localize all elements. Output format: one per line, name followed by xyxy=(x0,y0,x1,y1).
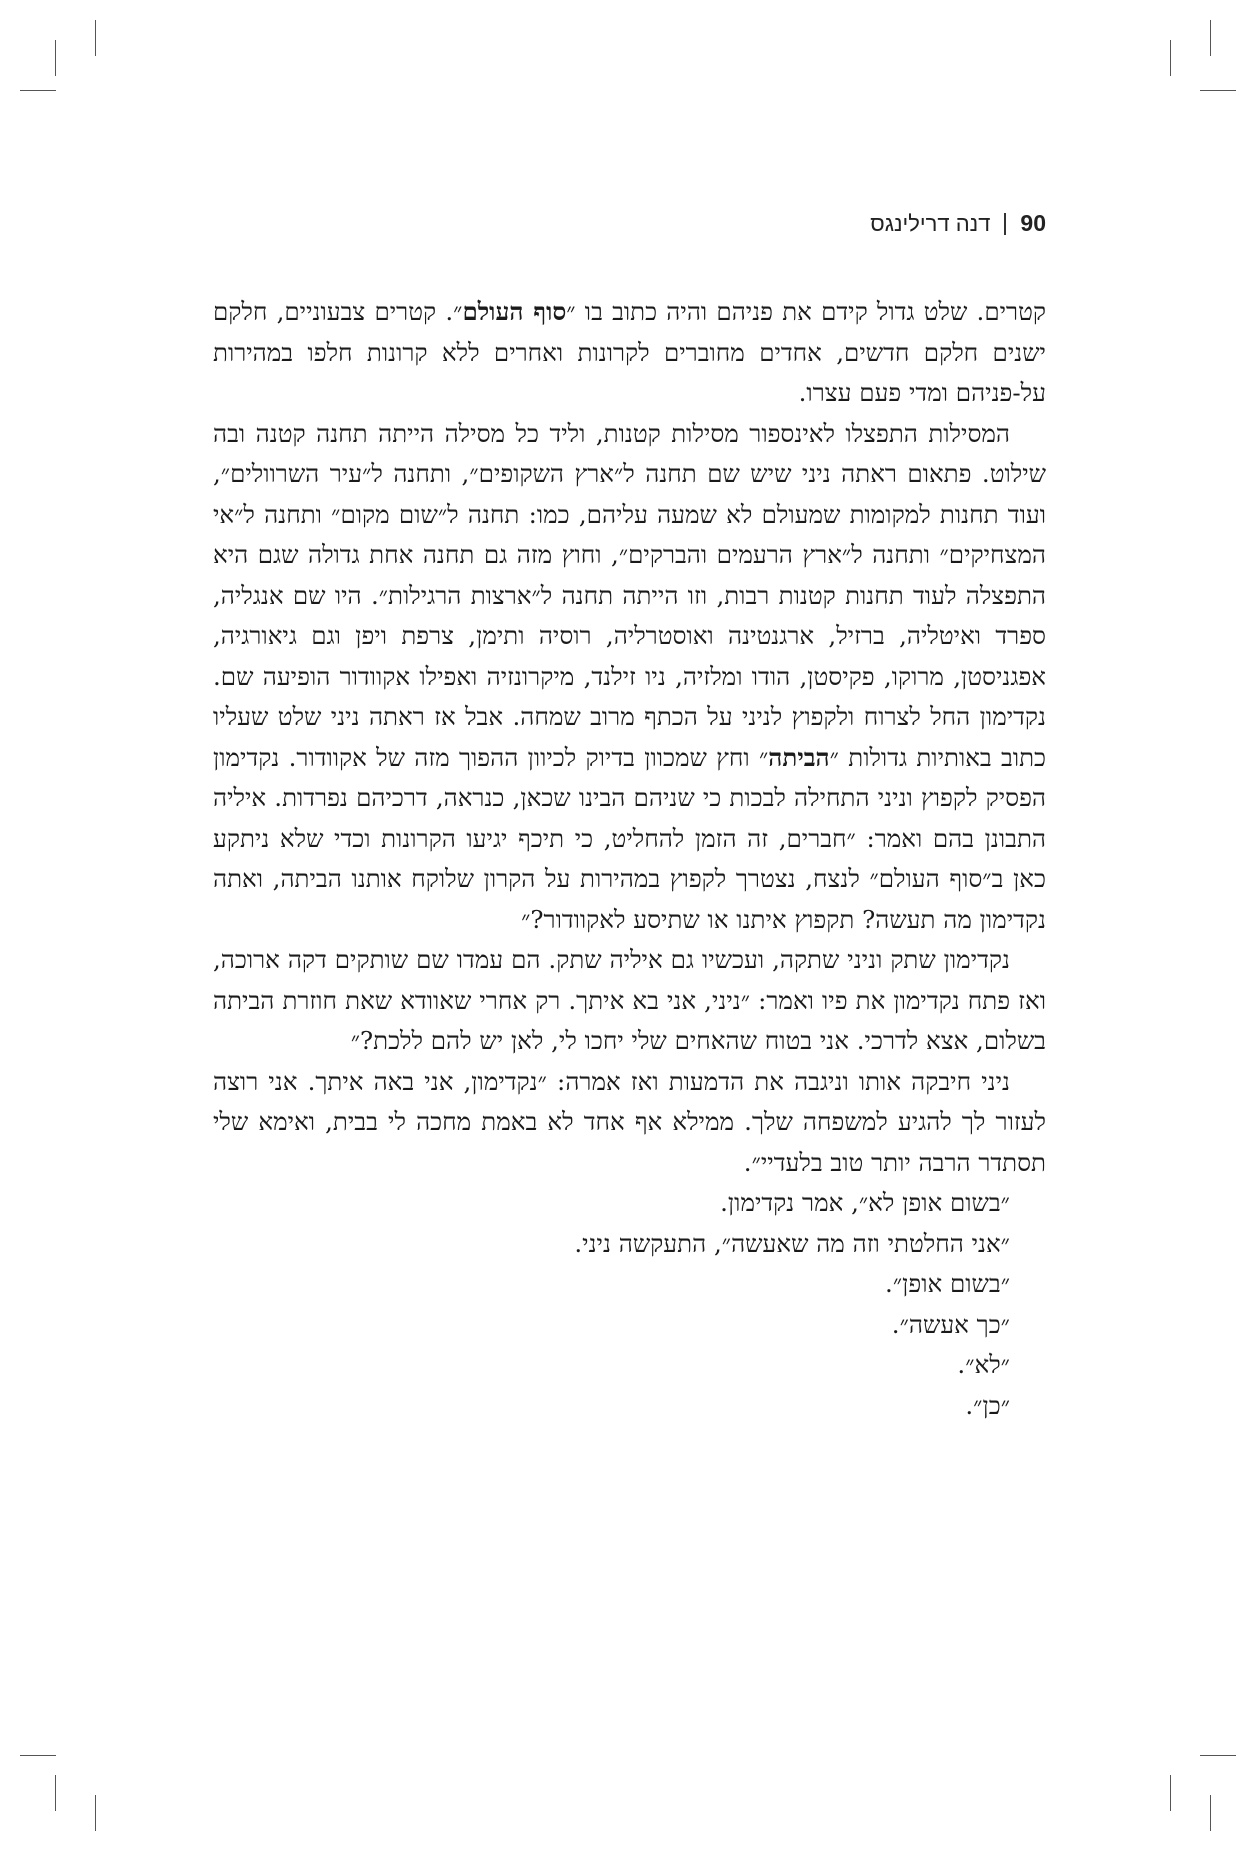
paragraph: ניני חיבקה אותו וניגבה את הדמעות ואז אמרה: ״נקדימון, אני באה איתך. אני רוצה לעזור לך להגיע למשפחה שלך. ממילא אף אחד לא באמת מחכה לי בבית, ואימא שלי תסתדר הרבה יותר טוב בלעדיי״. xyxy=(213,1066,1046,1177)
crop-mark xyxy=(55,40,56,76)
crop-mark xyxy=(20,90,56,91)
crop-mark xyxy=(95,1795,96,1831)
crop-mark xyxy=(1210,1795,1211,1831)
sign-text-home: הביתה xyxy=(768,742,830,772)
paragraph xyxy=(213,292,1046,414)
dialog-line: ״לא״. xyxy=(957,1350,1010,1379)
crop-mark xyxy=(1170,1775,1171,1811)
text-run: ״. קטרים צבעוניים, חלקם ישנים חלקם חדשים, אחדים מחוברים לקרונות ואחרים ללא קרונות חלפו במהירות על-פניהם ומדי פעם עצרו. xyxy=(213,297,1046,407)
crop-mark xyxy=(55,1775,56,1811)
author-name: דנה דרילינגס xyxy=(870,210,991,236)
text-run: קטרים. שלט גדול קידם את פניהם והיה כתוב בו ״ xyxy=(566,297,1046,326)
paragraph xyxy=(213,414,1046,941)
crop-mark xyxy=(1170,40,1171,76)
crop-mark xyxy=(20,1755,56,1756)
dialog-line: ״בשום אופן לא״, אמר נקדימון. xyxy=(720,1188,1010,1217)
crop-mark xyxy=(1210,20,1211,56)
dialog-line: ״כך אעשה״. xyxy=(891,1309,1010,1339)
text-run: ״ וחץ שמכוון בדיוק לכיוון ההפוך מזה של אקוודור. נקדימון הפסיק לקפוץ וניני התחילה לבכות כי שניהם הבינו שכאן, כנראה, דרכיהם נפרדות. איליה התבונן בהם ואמר: ״חברים, זה הזמן להחליט, כי תיכף יגיעו הקרונות וכדי שלא ניתקע כאן ב״סוף העולם״ לנצח, נצטרך לקפוץ במהירות על הקרון שלוקח אותנו הביתה, ואתה נקדימון מה תעשה? תקפוץ איתנו או שתיסע לאקוודור?״ xyxy=(213,742,1046,934)
dialog-line: ״אני החלטתי וזה מה שאעשה״, התעקשה ניני. xyxy=(574,1228,1010,1258)
sign-text-end-of-world: סוף העולם xyxy=(462,297,567,326)
crop-mark xyxy=(1200,1755,1236,1756)
paragraph: נקדימון שתק וניני שתקה, ועכשיו גם איליה שתק. הם עמדו שם שותקים דקה ארוכה, ואז פתח נקדימון את פיו ואמר: ״ניני, אני בא איתך. רק אחרי שאוודא שאת חוזרת הביתה בשלום, אצא לדרכי. אני בטוח שהאחים שלי יחכו לי, לאן יש להם ללכת?״ xyxy=(213,945,1046,1055)
body-text xyxy=(213,292,1046,1426)
text-run: המסילות התפצלו לאינספור מסילות קטנות, וליד כל מסילה הייתה תחנה קטנה ובה שילוט. פתאום ראתה ניני שיש שם תחנה ל״ארץ השקופים״, ותחנה ל״עיר השרוולים״, ועוד תחנות למקומות שמעולם לא שמעה עליהם, כמו: תחנה ל״שום מקום״ ותחנה ל״אי המצחיקים״ ותחנה ל״ארץ הרעמים והברקים״, וחוץ מזה גם תחנה אחת גדולה שגם היא התפצלה לעוד תחנות קטנות רבות, וזו הייתה תחנה ל״ארצות הרגילות״. היו שם אנגליה, ספרד ואיטליה, ברזיל, ארגנטינה ואוסטרליה, רוסיה ותימן, צרפת ויפן וגם גיאורגיה, אפגניסטן, מרוקו, פקיסטן, הודו ומלזיה, ניו זילנד, מיקרונזיה ואפילו אקוודור הופיעה שם. נקדימון החל לצרוח ולקפוץ לניני על הכתף מרוב שמחה. אבל אז ראתה ניני שלט שעליו כתוב באותיות גדולות ״ xyxy=(213,418,1047,772)
page-number: 90 xyxy=(1020,210,1046,236)
crop-mark xyxy=(1200,90,1236,91)
dialog-line: ״כן״. xyxy=(965,1390,1010,1420)
running-head xyxy=(870,210,1046,237)
header-separator xyxy=(1004,213,1006,235)
crop-mark xyxy=(95,20,96,56)
dialog-line: ״בשום אופן״. xyxy=(885,1269,1010,1298)
